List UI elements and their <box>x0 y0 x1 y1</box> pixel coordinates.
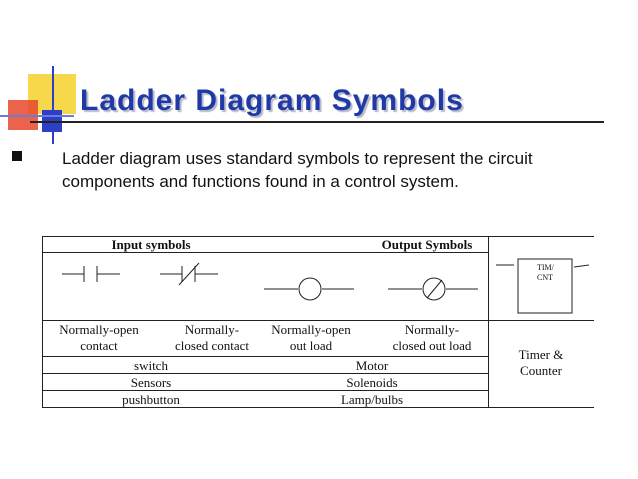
header-input-symbols: Input symbols <box>111 237 191 252</box>
label-normally-open-contact: Normally-open contact <box>59 322 139 353</box>
header-output-symbols: Output Symbols <box>381 237 473 252</box>
timer-tag-line1: TIM/ <box>537 263 554 272</box>
normally-open-load-icon <box>264 278 354 300</box>
row-input-sensors: Sensors <box>130 375 172 390</box>
timer-tag-line2: CNT <box>537 273 553 282</box>
page-title: Ladder Diagram Symbols <box>80 84 464 117</box>
row-input-switch: switch <box>134 358 168 373</box>
normally-open-contact-icon <box>62 266 120 282</box>
bullet-square-icon <box>12 151 22 161</box>
normally-closed-load-icon <box>388 278 478 300</box>
row-output-solenoids: Solenoids <box>346 375 398 390</box>
label-timer-counter: Timer & Counter <box>518 347 564 378</box>
label-normally-closed-contact: Normally- closed contact <box>175 322 249 353</box>
normally-closed-contact-icon <box>160 263 218 285</box>
row-input-pushbutton: pushbutton <box>122 392 180 407</box>
label-normally-open-load: Normally-open out load <box>271 322 351 353</box>
decor-horizontal-line <box>0 115 74 117</box>
row-output-lamp-bulbs: Lamp/bulbs <box>340 392 404 407</box>
row-output-motor: Motor <box>355 358 389 373</box>
title-underline <box>30 121 604 123</box>
decor-vertical-line <box>52 66 54 144</box>
label-normally-closed-load: Normally- closed out load <box>392 322 472 353</box>
bullet-text: Ladder diagram uses standard symbols to represent the circuit components and functions found in a control system. <box>62 149 533 191</box>
